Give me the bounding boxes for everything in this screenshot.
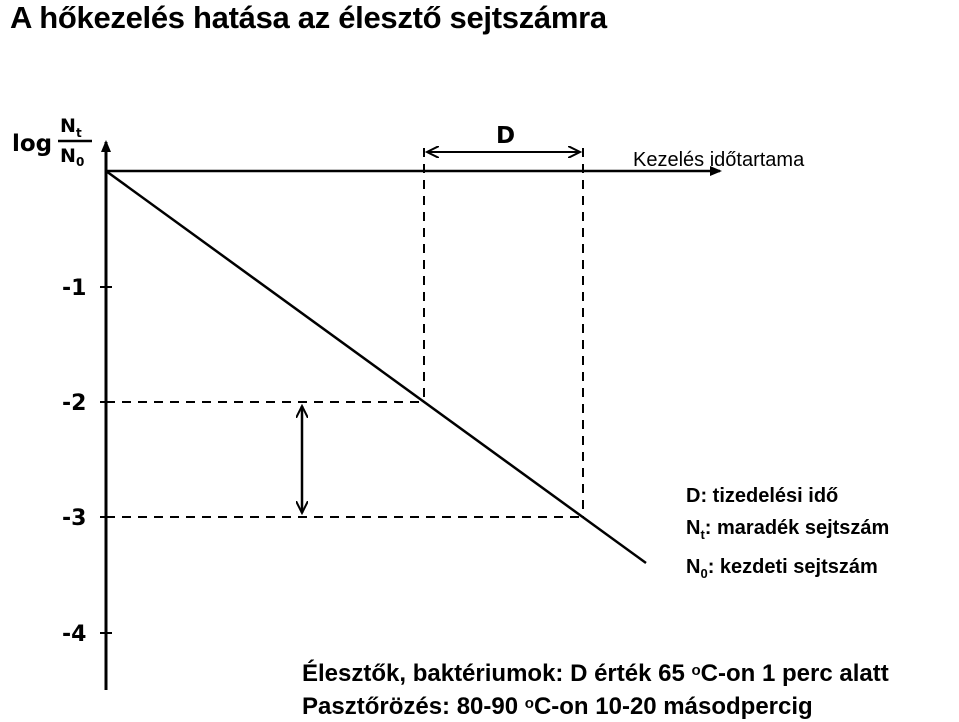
y-tick-label: -1: [62, 276, 87, 301]
y-axis-label: [12, 115, 92, 169]
degree-superscript: o: [691, 662, 701, 679]
legend-n0: [686, 551, 889, 590]
footer-notes: [302, 656, 889, 722]
x-axis-label: Kezelés időtartama: [633, 149, 805, 171]
legend-nt-symbol: N: [686, 517, 701, 539]
legend-d: D: tizedelési idő: [686, 485, 839, 507]
legend-n0-sub: 0: [700, 566, 708, 581]
legend-nt: [686, 512, 889, 551]
footer-line-2-rest: C-on 10-20 másodpercig: [533, 693, 813, 720]
footer-line-1-rest: C-on 1 perc alatt: [700, 660, 889, 687]
footer-line-2-text: Pasztőrözés: 80-90: [302, 693, 525, 720]
y-label-num-sub: t: [76, 126, 82, 140]
footer-line-2: [302, 689, 889, 722]
d-label: D: [496, 123, 516, 149]
degree-superscript: o: [524, 695, 534, 712]
y-tick-label: -4: [62, 622, 87, 647]
y-tick-label: -2: [62, 391, 87, 416]
guide-lines: [106, 148, 583, 517]
page-title: A hőkezelés hatása az élesztő sejtszámra: [10, 0, 607, 35]
legend-n0-symbol: N: [686, 556, 701, 578]
footer-line-1: [302, 656, 889, 689]
y-label-num: N: [60, 115, 76, 137]
legend-n0-text: : kezdeti sejtszám: [707, 556, 878, 578]
y-tick-label: -3: [62, 506, 87, 531]
y-label-den: N: [60, 145, 76, 167]
footer-line-1-text: Élesztők, baktériumok: D érték 65: [302, 660, 692, 687]
y-label-den-sub: 0: [76, 155, 85, 169]
survival-line: [106, 171, 646, 563]
legend-nt-sub: t: [700, 527, 705, 542]
legend: [686, 480, 889, 590]
legend-nt-text: : maradék sejtszám: [704, 517, 890, 539]
y-label-log: log: [12, 131, 53, 157]
